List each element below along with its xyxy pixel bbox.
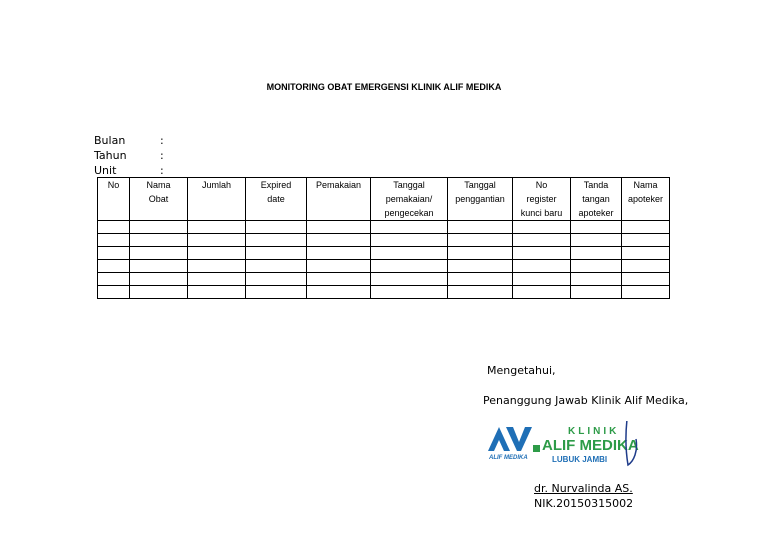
table-row <box>98 247 670 260</box>
acknowledged-label: Mengetahui, <box>487 364 556 377</box>
table-cell[interactable] <box>246 247 307 260</box>
table-cell[interactable] <box>448 247 513 260</box>
table-cell[interactable] <box>130 286 188 299</box>
table-cell[interactable] <box>188 221 246 234</box>
table-row <box>98 221 670 234</box>
field-label: Unit <box>94 164 117 177</box>
table-cell[interactable] <box>307 221 371 234</box>
document-title: MONITORING OBAT EMERGENSI KLINIK ALIF MEDIKA <box>266 82 502 92</box>
table-cell[interactable] <box>371 221 448 234</box>
column-header-line: kunci baru <box>520 208 563 218</box>
column-header-line: tangan <box>582 194 610 204</box>
signer-role: Penanggung Jawab Klinik Alif Medika, <box>483 394 689 407</box>
column-header-line: apoteker <box>627 194 664 204</box>
column-header-line: Tanda <box>583 180 609 190</box>
table-cell[interactable] <box>571 234 622 247</box>
column-header-line: register <box>526 194 557 204</box>
column-header <box>246 178 307 221</box>
column-header-line: apoteker <box>578 208 614 218</box>
field-label: Bulan <box>94 134 126 147</box>
table-cell[interactable] <box>622 234 670 247</box>
table-cell[interactable] <box>130 260 188 273</box>
signer-name: dr. Nurvalinda AS. <box>534 482 633 495</box>
table-cell[interactable] <box>246 286 307 299</box>
table-cell[interactable] <box>307 260 371 273</box>
table-cell[interactable] <box>571 260 622 273</box>
table-cell[interactable] <box>571 247 622 260</box>
table-cell[interactable] <box>188 234 246 247</box>
stamp-line-3: LUBUK JAMBI <box>552 455 608 464</box>
table-cell[interactable] <box>513 247 571 260</box>
column-header <box>622 178 670 221</box>
table-cell[interactable] <box>448 273 513 286</box>
table-cell[interactable] <box>571 221 622 234</box>
field-bulan <box>94 133 164 148</box>
table-cell[interactable] <box>513 286 571 299</box>
column-header <box>571 178 622 221</box>
table-cell[interactable] <box>371 273 448 286</box>
field-tahun <box>94 148 164 163</box>
field-label: Tahun <box>94 149 127 162</box>
table-cell[interactable] <box>448 286 513 299</box>
column-header-line: Jumlah <box>201 180 231 190</box>
table-cell[interactable] <box>513 221 571 234</box>
table-cell[interactable] <box>130 273 188 286</box>
table-cell[interactable] <box>571 273 622 286</box>
table-cell[interactable] <box>513 234 571 247</box>
column-header-line: pengecekan <box>384 208 434 218</box>
table-row <box>98 260 670 273</box>
table-cell[interactable] <box>98 260 130 273</box>
table-cell[interactable] <box>622 247 670 260</box>
column-header <box>307 178 371 221</box>
table-row <box>98 273 670 286</box>
column-header-line: date <box>267 194 285 204</box>
column-header-line: Tanggal <box>464 180 496 190</box>
table-header-row <box>98 178 670 221</box>
column-header-line: pemakaian/ <box>385 194 433 204</box>
field-separator: : <box>160 164 164 177</box>
column-header <box>448 178 513 221</box>
table-cell[interactable] <box>371 260 448 273</box>
table-cell[interactable] <box>307 247 371 260</box>
field-separator: : <box>160 149 164 162</box>
table-cell[interactable] <box>371 234 448 247</box>
table-cell[interactable] <box>98 286 130 299</box>
logo-caption: ALIF MEDIKA <box>489 455 528 461</box>
table-cell[interactable] <box>307 273 371 286</box>
monitoring-table <box>97 177 670 299</box>
table-cell[interactable] <box>622 260 670 273</box>
table-cell[interactable] <box>130 247 188 260</box>
table-cell[interactable] <box>188 260 246 273</box>
table-cell[interactable] <box>571 286 622 299</box>
table-cell[interactable] <box>448 221 513 234</box>
table-cell[interactable] <box>246 260 307 273</box>
column-header <box>513 178 571 221</box>
column-header-line: No <box>535 180 548 190</box>
table-cell[interactable] <box>188 286 246 299</box>
table-cell[interactable] <box>130 234 188 247</box>
table-cell[interactable] <box>513 273 571 286</box>
column-header-line: Nama <box>146 180 171 190</box>
table-cell[interactable] <box>130 221 188 234</box>
column-header <box>98 178 130 221</box>
column-header <box>130 178 188 221</box>
column-header-line: No <box>107 180 120 190</box>
stamp-line-2: ALIF MEDIKA <box>542 437 639 454</box>
signer-nik: NIK.20150315002 <box>534 497 634 510</box>
table-cell[interactable] <box>246 221 307 234</box>
column-header-line: Nama <box>633 180 658 190</box>
clinic-stamp <box>486 421 646 473</box>
table-cell[interactable] <box>448 260 513 273</box>
table-body <box>98 221 670 299</box>
table-cell[interactable] <box>513 260 571 273</box>
table-cell[interactable] <box>188 273 246 286</box>
table-cell[interactable] <box>98 221 130 234</box>
table-cell[interactable] <box>307 234 371 247</box>
table-cell[interactable] <box>98 273 130 286</box>
table-row <box>98 286 670 299</box>
column-header-line: Pemakaian <box>315 180 362 190</box>
form-fields <box>94 133 164 178</box>
column-header <box>371 178 448 221</box>
table-cell[interactable] <box>98 234 130 247</box>
field-unit <box>94 163 164 178</box>
column-header-line: Expired <box>260 180 292 190</box>
stamp-line-1: KLINIK <box>568 426 620 437</box>
column-header-line: Tanggal <box>393 180 425 190</box>
column-header-line: penggantian <box>455 194 505 204</box>
column-header-line: Obat <box>148 194 169 204</box>
table-cell[interactable] <box>246 234 307 247</box>
table-cell[interactable] <box>371 286 448 299</box>
table-cell[interactable] <box>98 247 130 260</box>
table-cell[interactable] <box>622 273 670 286</box>
table-row <box>98 234 670 247</box>
alif-medika-logo-icon <box>488 427 540 461</box>
table-cell[interactable] <box>622 221 670 234</box>
table-cell[interactable] <box>371 247 448 260</box>
field-separator: : <box>160 134 164 147</box>
table-cell[interactable] <box>622 286 670 299</box>
table-cell[interactable] <box>246 273 307 286</box>
column-header <box>188 178 246 221</box>
table-cell[interactable] <box>448 234 513 247</box>
table-cell[interactable] <box>188 247 246 260</box>
table-cell[interactable] <box>307 286 371 299</box>
